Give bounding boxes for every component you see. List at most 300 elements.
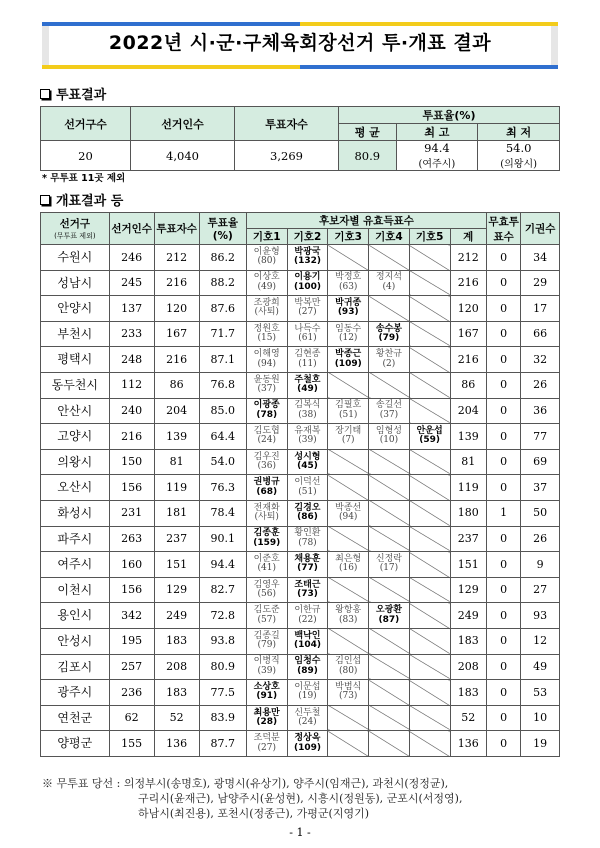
winner-candidate-cell [246, 680, 287, 706]
candidate-votes: (7) [341, 435, 355, 446]
electors-cell: 231 [109, 500, 154, 526]
winner-candidate-cell [246, 398, 287, 424]
electors-cell: 195 [109, 628, 154, 654]
candidate-votes: (109) [334, 358, 362, 369]
electors-cell: 112 [109, 372, 154, 398]
rate-cell: 85.0 [199, 398, 246, 424]
candidate-name: 권병규 [253, 477, 280, 488]
invalid-cell: 0 [486, 449, 520, 475]
winner-candidate-cell [287, 552, 328, 578]
winner-candidate-cell [287, 270, 328, 296]
candidate-name: 이상호 [253, 272, 280, 283]
region-cell: 안산시 [41, 398, 110, 424]
results-table [40, 212, 560, 757]
candidate-votes: (79) [257, 640, 276, 651]
candidate-votes: (45) [297, 461, 318, 472]
candidate-votes: (39) [298, 435, 317, 446]
abstain-cell: 34 [521, 245, 560, 271]
empty-candidate-cell [328, 705, 369, 731]
candidate-votes: (37) [257, 384, 276, 395]
empty-candidate-cell [328, 526, 369, 552]
empty-candidate-cell [369, 731, 410, 757]
candidate-cell [246, 500, 287, 526]
candidate-name: 김종길 [253, 630, 280, 641]
candidate-name: 정지석 [375, 272, 402, 283]
candidate-name: 조광희 [253, 298, 280, 309]
candidate-cell [246, 603, 287, 629]
candidate-name: 황찬규 [375, 349, 402, 360]
summary-value: 20 [41, 141, 131, 171]
voters-cell: 183 [154, 680, 199, 706]
total-cell: 212 [450, 245, 486, 271]
candidate-votes: (19) [298, 691, 317, 702]
candidate-votes: (28) [256, 716, 278, 727]
summary-value: 3,269 [235, 141, 339, 171]
candidate-name: 황인환 [294, 528, 321, 539]
electors-cell: 263 [109, 526, 154, 552]
empty-candidate-cell [328, 449, 369, 475]
candidate-name: 임청수 [294, 656, 321, 667]
header-cell: 평 균 [339, 124, 397, 141]
winner-candidate-cell [246, 526, 287, 552]
invalid-cell: 0 [486, 577, 520, 603]
table-row [41, 628, 560, 654]
candidate-name: 박복만 [294, 298, 321, 309]
rate-cell: 83.9 [199, 705, 246, 731]
header-note: (무투표 제외) [54, 232, 96, 240]
electors-cell: 236 [109, 680, 154, 706]
rate-cell: 76.3 [199, 475, 246, 501]
winner-candidate-cell [328, 296, 369, 322]
candidate-votes: (91) [256, 691, 278, 702]
rate-cell: 87.1 [199, 347, 246, 373]
total-cell: 136 [450, 731, 486, 757]
candidate-votes: (59) [419, 435, 441, 446]
candidate-votes: (16) [338, 563, 358, 574]
header-label: 선거구 [59, 218, 91, 230]
region-cell: 평택시 [41, 347, 110, 373]
candidate-votes: (51) [298, 486, 317, 497]
candidate-name: 김도협 [253, 426, 280, 437]
total-cell: 151 [450, 552, 486, 578]
abstain-cell: 17 [521, 296, 560, 322]
empty-candidate-cell [369, 372, 410, 398]
voters-cell: 119 [154, 475, 199, 501]
candidate-cell [246, 577, 287, 603]
candidate-name: 김우진 [253, 451, 280, 462]
voters-cell: 151 [154, 552, 199, 578]
voters-cell: 181 [154, 500, 199, 526]
summary-min [478, 141, 560, 171]
table-row [41, 654, 560, 680]
candidate-name: 최용만 [253, 707, 280, 718]
candidate-name: 박종선 [335, 502, 362, 513]
candidate-cell [246, 552, 287, 578]
candidate-votes: (41) [257, 563, 276, 574]
table-row [41, 526, 560, 552]
results-body [41, 245, 560, 757]
winner-candidate-cell [287, 654, 328, 680]
header-cell: 투표율(%) [339, 107, 560, 124]
candidate-cell [287, 296, 328, 322]
empty-candidate-cell [369, 705, 410, 731]
candidate-name: 신두철 [294, 707, 321, 718]
total-cell: 139 [450, 424, 486, 450]
candidate-name: 이광종 [253, 400, 280, 411]
empty-candidate-cell [328, 475, 369, 501]
candidate-votes: (93) [337, 307, 359, 318]
candidate-name: 김인섭 [335, 656, 362, 667]
empty-candidate-cell [328, 372, 369, 398]
rate-cell: 76.8 [199, 372, 246, 398]
candidate-name: 이문섭 [294, 681, 321, 692]
total-cell: 208 [450, 654, 486, 680]
candidate-cell [328, 603, 369, 629]
voters-cell: 86 [154, 372, 199, 398]
candidate-votes: (73) [297, 589, 318, 600]
candidate-name: 이해영 [253, 349, 280, 360]
candidate-votes: (77) [297, 563, 318, 574]
min-value: 54.0 [505, 141, 532, 155]
empty-candidate-cell [409, 705, 450, 731]
table-row [41, 680, 560, 706]
candidate-cell [328, 654, 369, 680]
abstain-cell: 9 [521, 552, 560, 578]
note: * 무투표 11곳 제외 [42, 173, 126, 184]
electors-cell: 245 [109, 270, 154, 296]
electors-cell: 160 [109, 552, 154, 578]
invalid-cell: 0 [486, 603, 520, 629]
candidate-votes: (15) [257, 333, 276, 344]
empty-candidate-cell [328, 577, 369, 603]
candidate-votes: (11) [298, 358, 317, 369]
candidate-votes: (27) [298, 307, 317, 318]
candidate-cell [328, 500, 369, 526]
candidate-name: 박광국 [294, 246, 321, 257]
candidate-name: 이준호 [253, 553, 280, 564]
candidate-cell [246, 321, 287, 347]
candidate-cell [246, 270, 287, 296]
empty-candidate-cell [369, 475, 410, 501]
abstain-cell: 10 [521, 705, 560, 731]
candidate-cell [328, 270, 369, 296]
banner-stripe [42, 22, 300, 26]
candidate-cell [328, 398, 369, 424]
empty-candidate-cell [369, 500, 410, 526]
header-cell: 투표자수 [154, 213, 199, 245]
total-cell: 216 [450, 347, 486, 373]
table-row [41, 500, 560, 526]
candidate-name: 김경오 [294, 502, 321, 513]
header-cell: 기호5 [409, 229, 450, 245]
candidate-name: 박종근 [335, 349, 362, 360]
candidate-name: 윤동원 [253, 374, 280, 385]
candidate-votes: (159) [253, 537, 281, 548]
total-cell: 120 [450, 296, 486, 322]
voters-cell: 216 [154, 270, 199, 296]
candidate-name: 전재화 [253, 502, 280, 513]
candidate-votes: (61) [298, 333, 317, 344]
candidate-cell [328, 321, 369, 347]
candidate-votes: (63) [338, 281, 358, 292]
candidate-votes: (27) [257, 742, 276, 753]
abstain-cell: 69 [521, 449, 560, 475]
candidate-name: 이병직 [253, 656, 280, 667]
candidate-cell [328, 424, 369, 450]
candidate-name: 이덕선 [294, 477, 321, 488]
invalid-cell: 0 [486, 321, 520, 347]
candidate-name: 송길선 [375, 400, 402, 411]
header-cell: 선거인수 [131, 107, 235, 141]
total-cell: 183 [450, 680, 486, 706]
abstain-cell: 36 [521, 398, 560, 424]
candidate-name: 소상호 [253, 681, 280, 692]
summary-max [396, 141, 478, 171]
candidate-cell [246, 449, 287, 475]
rate-cell: 77.5 [199, 680, 246, 706]
empty-candidate-cell [409, 654, 450, 680]
winner-candidate-cell [287, 500, 328, 526]
candidate-cell [369, 424, 410, 450]
header-cell: 기호2 [287, 229, 328, 245]
candidate-name: 김현종 [294, 349, 321, 360]
region-cell: 수원시 [41, 245, 110, 271]
region-cell: 안양시 [41, 296, 110, 322]
total-cell: 81 [450, 449, 486, 475]
empty-candidate-cell [409, 552, 450, 578]
invalid-cell: 0 [486, 424, 520, 450]
electors-cell: 137 [109, 296, 154, 322]
invalid-cell: 0 [486, 705, 520, 731]
table-row [41, 577, 560, 603]
candidate-cell [287, 603, 328, 629]
candidate-cell [246, 654, 287, 680]
region-cell: 오산시 [41, 475, 110, 501]
candidate-name: 최은형 [335, 553, 362, 564]
empty-candidate-cell [409, 296, 450, 322]
rate-cell: 94.4 [199, 552, 246, 578]
invalid-cell: 0 [486, 680, 520, 706]
footnote [42, 776, 462, 821]
candidate-votes: (22) [298, 614, 317, 625]
table-row [41, 731, 560, 757]
candidate-votes: (36) [257, 461, 276, 472]
candidate-cell [369, 552, 410, 578]
invalid-cell: 0 [486, 526, 520, 552]
candidate-name: 오광환 [375, 605, 402, 616]
voters-cell: 183 [154, 628, 199, 654]
candidate-votes: (4) [382, 281, 396, 292]
invalid-cell: 0 [486, 245, 520, 271]
table-row [41, 603, 560, 629]
candidate-cell [246, 245, 287, 271]
empty-candidate-cell [328, 731, 369, 757]
electors-cell: 240 [109, 398, 154, 424]
abstain-cell: 26 [521, 526, 560, 552]
electors-cell: 216 [109, 424, 154, 450]
candidate-name: 이윤형 [253, 246, 280, 257]
candidate-name: 채용훈 [294, 553, 321, 564]
candidate-votes: (78) [298, 537, 317, 548]
candidate-votes: (109) [293, 742, 321, 753]
winner-candidate-cell [369, 603, 410, 629]
max-value: 94.4 [424, 141, 450, 155]
candidate-cell [328, 680, 369, 706]
candidate-votes: (100) [293, 281, 321, 292]
winner-candidate-cell [287, 245, 328, 271]
rate-cell: 93.8 [199, 628, 246, 654]
candidate-votes: (37) [379, 409, 399, 420]
candidate-votes: (73) [338, 691, 358, 702]
empty-candidate-cell [409, 270, 450, 296]
invalid-cell: 0 [486, 398, 520, 424]
header-cell: 후보자별 유효득표수 [246, 213, 486, 229]
candidate-name: 김종훈 [253, 528, 280, 539]
candidate-cell [287, 526, 328, 552]
electors-cell: 342 [109, 603, 154, 629]
empty-candidate-cell [369, 654, 410, 680]
electors-cell: 150 [109, 449, 154, 475]
region-cell: 여주시 [41, 552, 110, 578]
summary-table [40, 106, 560, 171]
candidate-name: 이용기 [294, 272, 321, 283]
banner-stripe [300, 22, 558, 26]
header-cell: 기권수 [521, 213, 560, 245]
table-row [41, 449, 560, 475]
region-cell: 양평군 [41, 731, 110, 757]
electors-cell: 233 [109, 321, 154, 347]
section-title: 투표결과 [56, 88, 107, 103]
rate-cell: 87.7 [199, 731, 246, 757]
candidate-name: 송수봉 [375, 323, 402, 334]
summary-value: 4,040 [131, 141, 235, 171]
total-cell: 204 [450, 398, 486, 424]
candidate-votes: (51) [338, 409, 358, 420]
empty-candidate-cell [409, 245, 450, 271]
candidate-votes: (2) [382, 358, 396, 369]
candidate-name: 정상옥 [294, 733, 321, 744]
voters-cell: 81 [154, 449, 199, 475]
candidate-cell [328, 552, 369, 578]
empty-candidate-cell [409, 372, 450, 398]
candidate-votes: (49) [297, 384, 318, 395]
candidate-cell [246, 372, 287, 398]
winner-candidate-cell [246, 475, 287, 501]
section-heading-count [40, 190, 123, 209]
empty-candidate-cell [328, 245, 369, 271]
candidate-votes: (17) [379, 563, 399, 574]
total-cell: 183 [450, 628, 486, 654]
candidate-cell [287, 321, 328, 347]
candidate-votes: (132) [293, 256, 321, 267]
page-number: - 1 - [289, 826, 311, 839]
header-cell: 기호3 [328, 229, 369, 245]
header-cell: 최 고 [396, 124, 478, 141]
candidate-name: 김필호 [335, 400, 362, 411]
header-cell: 최 저 [478, 124, 560, 141]
candidate-votes: (24) [298, 716, 317, 727]
candidate-cell [287, 680, 328, 706]
region-cell: 안성시 [41, 628, 110, 654]
total-cell: 237 [450, 526, 486, 552]
region-cell: 동두천시 [41, 372, 110, 398]
banner-stripe [300, 65, 558, 69]
candidate-cell [369, 398, 410, 424]
candidate-name: 조태근 [294, 579, 321, 590]
candidate-votes: (12) [338, 333, 358, 344]
rate-cell: 71.7 [199, 321, 246, 347]
invalid-cell: 0 [486, 296, 520, 322]
candidate-votes: (78) [256, 409, 278, 420]
candidate-votes: (89) [297, 665, 318, 676]
table-row [41, 372, 560, 398]
invalid-cell: 0 [486, 347, 520, 373]
region-cell: 성남시 [41, 270, 110, 296]
voters-cell: 52 [154, 705, 199, 731]
max-region: (여주시) [418, 159, 456, 170]
table-row [41, 347, 560, 373]
candidate-cell [246, 424, 287, 450]
table-row [41, 296, 560, 322]
table-row [41, 245, 560, 271]
empty-candidate-cell [369, 526, 410, 552]
invalid-cell: 0 [486, 475, 520, 501]
candidate-name: 박범식 [335, 681, 362, 692]
winner-candidate-cell [369, 321, 410, 347]
abstain-cell: 93 [521, 603, 560, 629]
candidate-cell [287, 475, 328, 501]
candidate-votes: (86) [297, 512, 318, 523]
candidate-name: 임동수 [335, 323, 362, 334]
candidate-name: 주철호 [294, 374, 321, 385]
rate-cell: 82.7 [199, 577, 246, 603]
candidate-votes: (87) [378, 614, 400, 625]
candidate-name: 박귀종 [335, 298, 362, 309]
candidate-votes: (94) [338, 512, 358, 523]
abstain-cell: 50 [521, 500, 560, 526]
candidate-cell [287, 424, 328, 450]
electors-cell: 156 [109, 577, 154, 603]
candidate-votes: (83) [338, 614, 358, 625]
voters-cell: 129 [154, 577, 199, 603]
abstain-cell: 27 [521, 577, 560, 603]
candidate-votes: (56) [257, 589, 276, 600]
section-heading-vote [40, 84, 106, 103]
abstain-cell: 29 [521, 270, 560, 296]
winner-candidate-cell [287, 449, 328, 475]
candidate-votes: (10) [379, 435, 399, 446]
total-cell: 216 [450, 270, 486, 296]
voters-cell: 120 [154, 296, 199, 322]
candidate-cell [287, 347, 328, 373]
empty-candidate-cell [409, 321, 450, 347]
winner-candidate-cell [328, 347, 369, 373]
empty-candidate-cell [369, 245, 410, 271]
electors-cell: 257 [109, 654, 154, 680]
footnote-line: ※ 무투표 당선 : 의정부시(송명호), 광명시(유상기), 양주시(임재근), 과천시(정정균), [42, 777, 449, 790]
region-cell: 고양시 [41, 424, 110, 450]
candidate-votes: (사퇴) [254, 512, 279, 523]
candidate-votes: (79) [378, 333, 400, 344]
candidate-name: 김영우 [253, 579, 280, 590]
candidate-name: 백낙인 [294, 630, 321, 641]
rate-cell: 80.9 [199, 654, 246, 680]
candidate-votes: (68) [256, 486, 278, 497]
empty-candidate-cell [409, 577, 450, 603]
candidate-name: 나득수 [294, 323, 321, 334]
total-cell: 86 [450, 372, 486, 398]
voters-cell: 136 [154, 731, 199, 757]
